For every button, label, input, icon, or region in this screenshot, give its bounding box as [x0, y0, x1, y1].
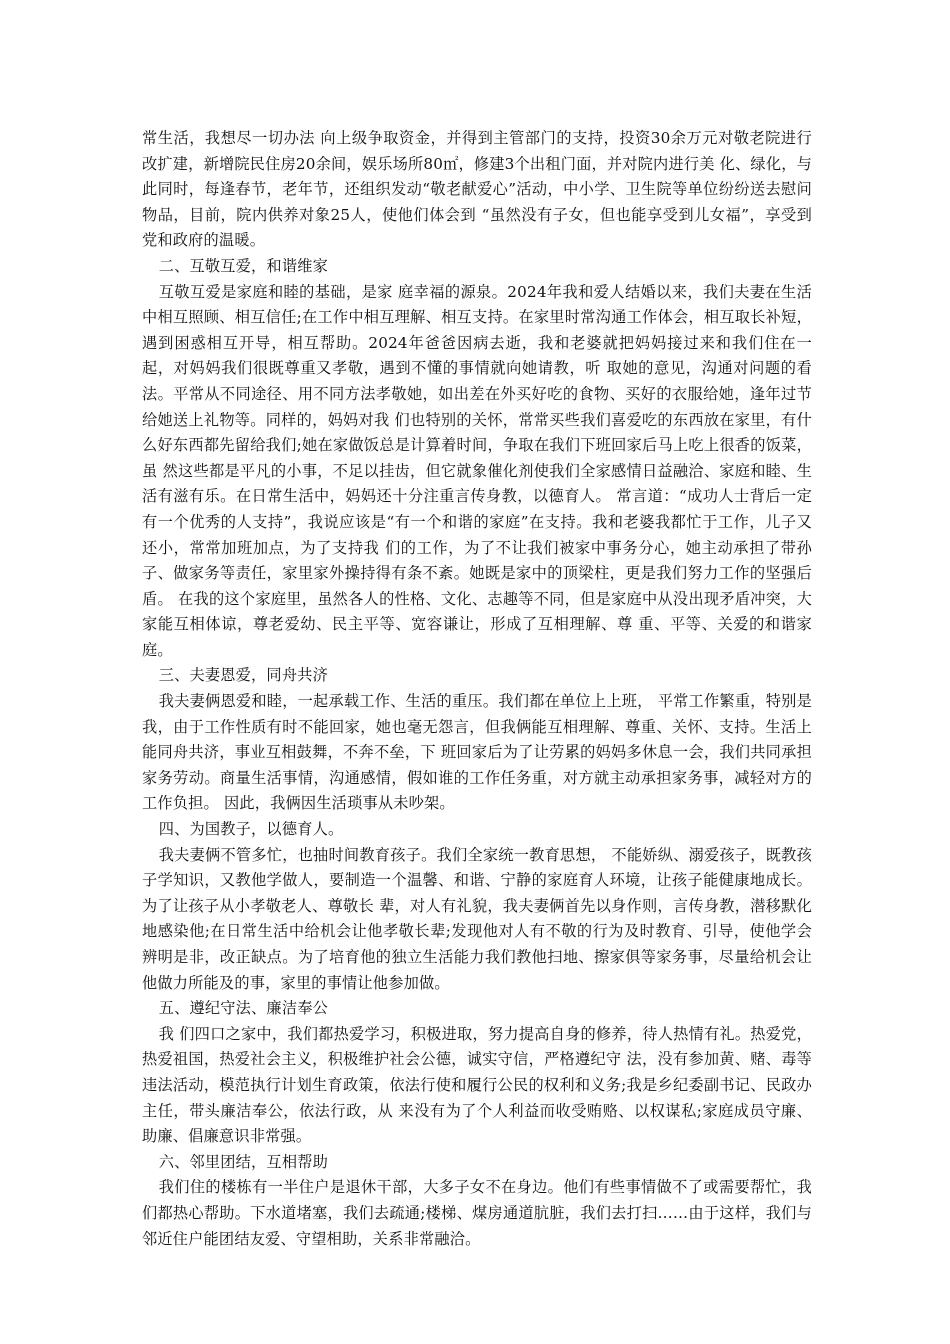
paragraph-section-5: 我 们四口之家中，我们都热爱学习，积极进取，努力提高自身的修养，待人热情有礼。热爱党，热爱祖国，热爱社会主义，积极维护社会公德，诚实守信，严格遵纪守 法，没有参加黄、赌、毒等违法活动，模范执行计划生育政策，依法行使和履行公民的权利和义务;我是乡纪委副书记、民政办主任，带头廉洁奉公，依法行政，从 来没有为了个人利益而收受贿赂、以权谋私;家庭成员守廉、助廉、倡廉意识非常强。	[142, 1024, 812, 1146]
section-heading-5: 五、遵纪守法、廉洁奉公	[158, 999, 328, 1018]
section-heading-2: 二、互敬互爱，和谐维家	[158, 256, 328, 275]
paragraph-section-3: 我夫妻俩恩爱和睦，一起承载工作、生活的重压。我们都在单位上上班， 平常工作繁重，特别是我，由于工作性质有时不能回家，她也毫无怨言，但我俩能互相理解、尊重、关怀、支持。生活上能同舟共济，事业互相鼓舞，不奔不垒，下 班回家后为了让劳累的妈妈多休息一会，我们共同承担家务劳动。商量生活事情，沟通感情，假如谁的工作任务重，对方就主动承担家务事，减轻对方的工作负担。 因此，我俩因生活琐事从未吵架。	[142, 692, 812, 813]
section-heading-4: 四、为国教子，以德育人。	[158, 820, 344, 839]
document-body	[142, 126, 812, 1252]
paragraph-section-6: 我们住的楼栋有一半住户是退休干部，大多子女不在身边。他们有些事情做不了或需要帮忙，我们都热心帮助。下水道堵塞，我们去疏通;楼梯、煤房通道肮脏，我们去打扫……由于这样，我们与邻近住户能团结友爱、守望相助，关系非常融洽。	[142, 1178, 812, 1248]
paragraph-section-2: 互敬互爱是家庭和睦的基础，是家 庭幸福的源泉。2024年我和爱人结婚以来，我们夫妻在生活中相互照顾、相互信任;在工作中相互理解、相互支持。在家里时常沟通工作体会，相互取长补短， 遇到困惑相互开导，相互帮助。2024年爸爸因病去逝，我和老婆就把妈妈接过来和我们住在一起，对妈妈我们很既尊重又孝敬，遇到不懂的事情就向她请教，听 取她的意见，沟通对问题的看法。平常从不同途径、用不同方法孝敬她，如出差在外买好吃的食物、买好的衣服给她，逢年过节给她送上礼物等。同样的，妈妈对我 们也特别的关怀，常常买些我们喜爱吃的东西放在家里，有什么好东西都先留给我们;她在家做饭总是计算着时间，争取在我们下班回家后马上吃上很香的饭菜，虽 然这些都是平凡的小事，不足以挂齿，但它就象催化剂使我们全家感情日益融洽、家庭和睦、生活有滋有乐。在日常生活中，妈妈还十分注重言传身教，以德育人。 常言道：“成功人士背后一定有一个优秀的人支持”，我说应该是“有一个和谐的家庭”在支持。我和老婆我都忙于工作，儿子又还小，常常加班加点，为了支持我 们的工作，为了不让我们被家中事务分心，她主动承担了带孙子、做家务等责任，家里家外操持得有条不紊。她既是家中的顶梁柱，更是我们努力工作的坚强后盾。 在我的这个家庭里，虽然各人的性格、文化、志趣等不同，但是家庭中从没出现矛盾冲突，大家能互相体谅，尊老爱幼、民主平等、宽容谦让，形成了互相理解、尊 重、平等、关爱的和谐家庭。	[142, 282, 812, 659]
paragraph-opening: 常生活，我想尽一切办法 向上级争取资金，并得到主管部门的支持，投资30余万元对敬老院进行改扩建，新增院民住房20余间，娱乐场所80㎡，修建3个出租门面，并对院内进行美 化、绿化，与此同时，每逢春节，老年节，还组织发动“敬老献爱心”活动，中小学、卫生院等单位纷纷送去慰问物品，目前，院内供养对象25人，使他们体会到 “虽然没有子女，但也能享受到儿女福”，享受到党和政府的温暖。	[142, 129, 812, 250]
paragraph-section-4: 我夫妻俩不管多忙，也抽时间教育孩子。我们全家统一教育思想， 不能娇纵、溺爱孩子，既教孩子学知识，又教他学做人，要制造一个温馨、和谐、宁静的家庭育人环境，让孩子能健康地成长。为了让孩子从小孝敬老人、尊敬长 辈，对人有礼貌，我夫妻俩首先以身作则，言传身教，潜移默化地感染他;在日常生活中给机会让他孝敬长辈;发现他对人有不敬的行为及时教育、引导，使他学会 辨明是非，改正缺点。为了培育他的独立生活能力我们教他扫地、擦家俱等家务事，尽量给机会让他做力所能及的事，家里的事情让他参加做。	[142, 845, 812, 992]
section-heading-6: 六、邻里团结，互相帮助	[158, 1152, 328, 1171]
section-heading-3: 三、夫妻恩爱，同舟共济	[158, 666, 328, 685]
